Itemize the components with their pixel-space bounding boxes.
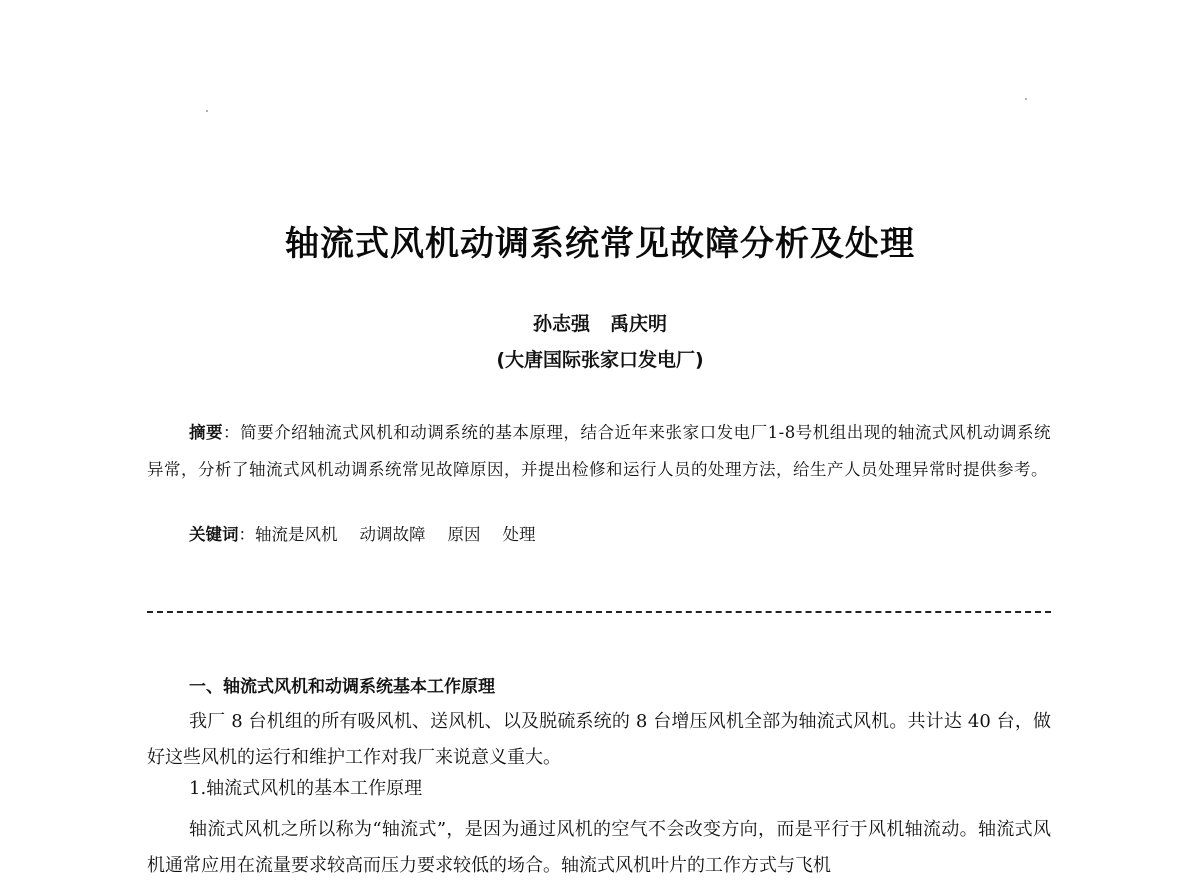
label-colon: ： [223, 423, 241, 442]
author-list [0, 309, 1200, 336]
keywords-label: 关键词 [189, 525, 239, 544]
author-affiliation: (大唐国际张家口发电厂) [496, 349, 704, 371]
author-name: 孙志强 [532, 313, 590, 335]
keyword: 原因 [447, 525, 481, 544]
keyword: 处理 [502, 525, 536, 544]
section-divider [147, 611, 1051, 613]
abstract [147, 414, 1051, 488]
keyword: 轴流是风机 [255, 525, 338, 544]
paper-title: 轴流式风机动调系统常见故障分析及处理 [285, 224, 915, 264]
body-paragraph: 轴流式风机之所以称为“轴流式”，是因为通过风机的空气不会改变方向，而是平行于风机轴流动。轴流式风机通常应用在流量要求较高而压力要求较低的场合。轴流式风机叶片的工作方式与飞机 [147, 819, 1051, 876]
abstract-label: 摘要 [189, 423, 224, 442]
keyword: 动调故障 [359, 525, 426, 544]
keywords [189, 522, 558, 548]
abstract-text: 简要介绍轴流式风机和动调系统的基本原理，结合近年来张家口发电厂1-8号机组出现的轴流式风机动调系统异常，分析了轴流式风机动调系统常见故障原因，并提出检修和运行人员的处理方法，给生产人员处理异常时提供参考。 [147, 423, 1052, 479]
label-colon: ： [238, 525, 255, 544]
scan-speck [206, 110, 208, 112]
subsection-heading: 1.轴流式风机的基本工作原理 [189, 778, 423, 799]
scan-speck [1025, 98, 1027, 100]
section-heading: 一、轴流式风机和动调系统基本工作原理 [189, 677, 495, 697]
author-name: 禹庆明 [610, 313, 668, 335]
body-paragraph: 我厂 8 台机组的所有吸风机、送风机、以及脱硫系统的 8 台增压风机全部为轴流式风机。共计达 40 台，做好这些风机的运行和维护工作对我厂来说意义重大。 [147, 711, 1051, 768]
